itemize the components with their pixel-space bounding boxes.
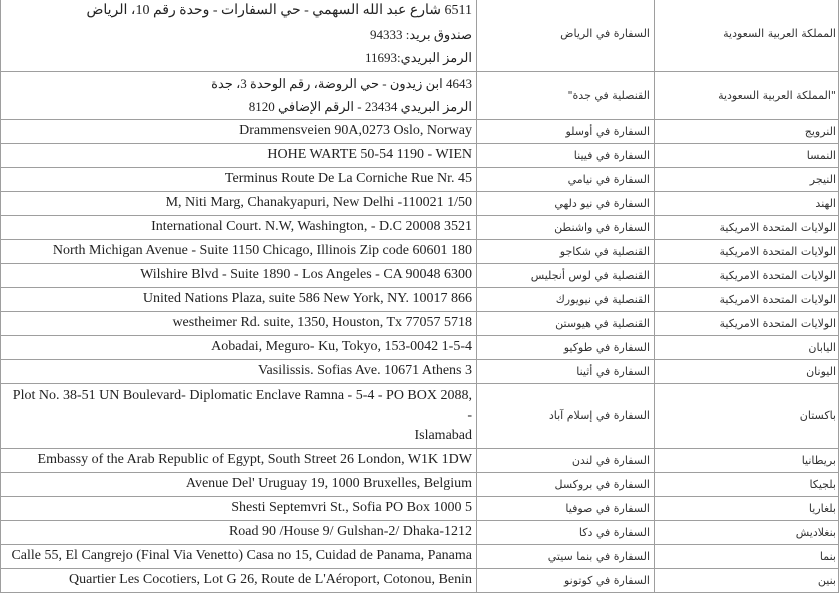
country-cell: بلغاريا [655,496,839,520]
mission-cell: القنصلية في جدة" [477,71,655,119]
address-cell: westheimer Rd. suite, 1350, Houston, Tx 77057 5718 [1,311,477,335]
table-row [1,472,839,496]
country-cell: اليابان [655,335,839,359]
address-cell: Aobadai, Meguro- Ku, Tokyo, 153-0042 1-5-4 [1,335,477,359]
address-line: 4643 ابن زيدون - حي الروضة، رقم الوحدة 3، جدة [211,75,472,91]
country-cell: المملكة العربية السعودية [655,0,839,71]
mission-cell: السفارة في لندن [477,448,655,472]
mission-cell: السفارة في صوفيا [477,496,655,520]
table-row [1,215,839,239]
country-cell: "المملكة العربية السعودية [655,71,839,119]
mission-cell: السفارة في إسلام آباد [477,383,655,448]
mission-cell: السفارة في أثينا [477,359,655,383]
address-line: صندوق بريد: 94333 [370,26,472,42]
address-cell [1,71,477,119]
mission-cell: السفارة في فيينا [477,143,655,167]
country-cell: بلجيكا [655,472,839,496]
table-row [1,448,839,472]
mission-cell: السفارة في بنما سيتي [477,544,655,568]
address-cell: M, Niti Marg, Chanakyapuri, New Delhi -110021 1/50 [1,191,477,215]
address-cell: International Court. N.W, Washington, - D.C 20008 3521 [1,215,477,239]
table-row [1,119,839,143]
address-cell: Terminus Route De La Corniche Rue Nr. 45 [1,167,477,191]
address-line: 6511 شارع عبد الله السهمي - حي السفارات - وحدة رقم 10، الرياض [86,3,472,18]
country-cell: النرويج [655,119,839,143]
table-row [1,544,839,568]
country-cell: الولايات المتحدة الامريكية [655,215,839,239]
address-line: Islamabad [414,427,472,443]
mission-cell: السفارة في طوكيو [477,335,655,359]
address-cell [1,0,477,71]
table-row [1,0,839,71]
address-line: الرمز البريدي 23434 - الرقم الإضافي 8120 [248,99,472,114]
address-cell: Drammensveien 90A,0273 Oslo, Norway [1,119,477,143]
mission-cell: القنصلية في لوس أنجليس [477,263,655,287]
country-cell: باكستان [655,383,839,448]
mission-cell: السفارة في أوسلو [477,119,655,143]
mission-cell: السفارة في نيامي [477,167,655,191]
country-cell: الهند [655,191,839,215]
table-row [1,263,839,287]
country-cell: الولايات المتحدة الامريكية [655,311,839,335]
table-row [1,520,839,544]
table-row [1,239,839,263]
address-wrapped [5,384,472,448]
country-cell: بنما [655,544,839,568]
table-row [1,496,839,520]
country-cell: الولايات المتحدة الامريكية [655,263,839,287]
mission-cell: القنصلية في شكاجو [477,239,655,263]
country-cell: بنين [655,568,839,592]
address-cell: Embassy of the Arab Republic of Egypt, South Street 26 London, W1K 1DW [1,448,477,472]
table-row [1,568,839,592]
address-cell: Quartier Les Cocotiers, Lot G 26, Route de L'Aéroport, Cotonou, Benin [1,568,477,592]
mission-cell: السفارة في بروكسل [477,472,655,496]
mission-cell: السفارة في كوتونو [477,568,655,592]
table-row [1,287,839,311]
table-row [1,167,839,191]
mission-cell: القنصلية في هيوستن [477,311,655,335]
table-row [1,383,839,448]
address-cell [1,383,477,448]
mission-cell: السفارة في دكا [477,520,655,544]
address-cell: HOHE WARTE 50-54 1190 - WIEN [1,143,477,167]
mission-cell: السفارة في نيو دلهي [477,191,655,215]
mission-cell: القنصلية في نيويورك [477,287,655,311]
address-cell: Avenue Del' Uruguay 19, 1000 Bruxelles, Belgium [1,472,477,496]
address-cell: Road 90 /House 9/ Gulshan-2/ Dhaka-1212 [1,520,477,544]
mission-cell: السفارة في واشنطن [477,215,655,239]
address-line: Plot No. 38-51 UN Boulevard- Diplomatic Enclave Ramna - 5-4 - PO BOX 2088, - [12,387,472,423]
address-cell: United Nations Plaza, suite 586 New York, NY. 10017 866 [1,287,477,311]
address-line: الرمز البريدي:11693 [364,50,472,65]
country-cell: بريطانيا [655,448,839,472]
address-cell: Wilshire Blvd - Suite 1890 - Los Angeles - CA 90048 6300 [1,263,477,287]
table-row [1,191,839,215]
country-cell: الولايات المتحدة الامريكية [655,287,839,311]
country-cell: اليونان [655,359,839,383]
address-cell: North Michigan Avenue - Suite 1150 Chicago, Illinois Zip code 60601 180 [1,239,477,263]
address-cell: Shesti Septemvri St., Sofia PO Box 1000 5 [1,496,477,520]
table-row [1,311,839,335]
table-row [1,335,839,359]
country-cell: بنغلاديش [655,520,839,544]
country-cell: النمسا [655,143,839,167]
table-row [1,143,839,167]
table-row [1,71,839,119]
country-cell: النيجر [655,167,839,191]
address-cell: Calle 55, El Cangrejo (Final Via Venetto) Casa no 15, Cuidad de Panama, Panama [1,544,477,568]
table-row [1,359,839,383]
country-cell: الولايات المتحدة الامريكية [655,239,839,263]
mission-cell: السفارة في الرياض [477,0,655,71]
address-cell: Vasilissis. Sofias Ave. 10671 Athens 3 [1,359,477,383]
